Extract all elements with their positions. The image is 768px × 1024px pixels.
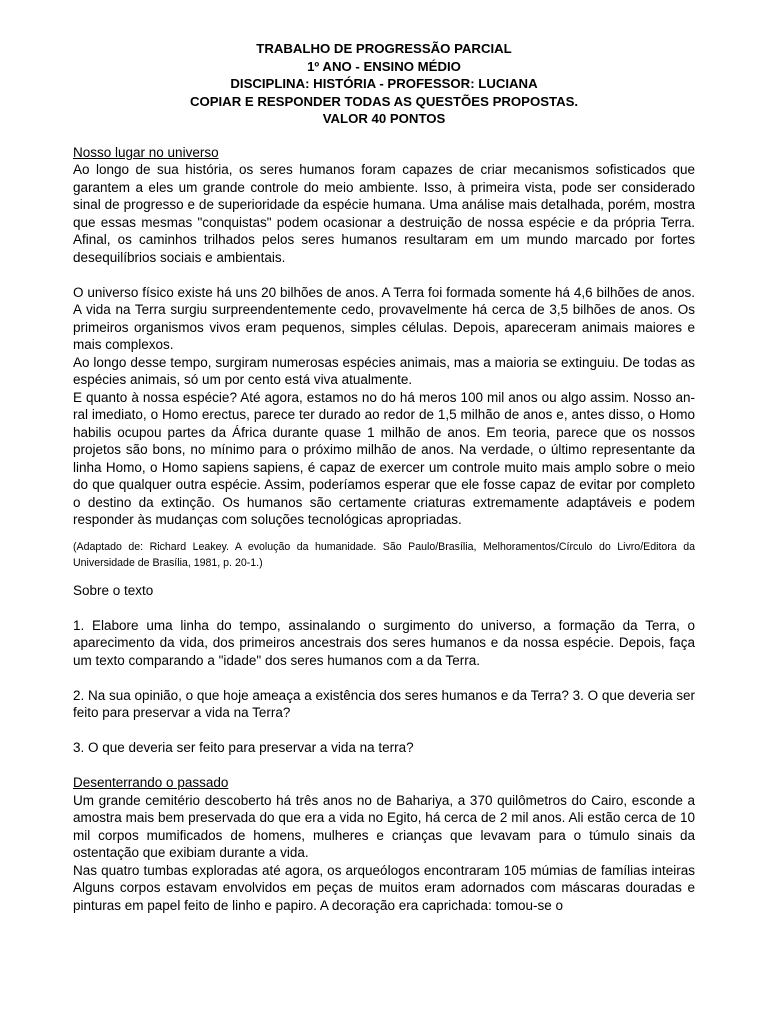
question-2: 2. Na sua opinião, o que hoje ameaça a existência dos seres humanos e da Terra? 3. O que deveria ser feito para preservar a vida na Terra? [73,687,695,721]
question-1: 1. Elabore uma linha do tempo, assinalando o surgimento do universo, a formação da Terra, o aparecimento da vida, dos primeiros ancestrais dos seres humanos e da nossa espécie. Depois, faça um texto comparando a "idade" dos seres humanos com a da Terra. [73,617,695,668]
header-line-3: DISCIPLINA: HISTÓRIA - PROFESSOR: LUCIANA [230,76,538,92]
header-line-4: COPIAR E RESPONDER TODAS AS QUESTÕES PROPOSTAS. [189,93,579,109]
header-line-1: TRABALHO DE PROGRESSÃO PARCIAL [256,41,512,56]
header-line-2: 1º ANO - ENSINO MÉDIO [307,58,461,74]
header-line-5: VALOR 40 PONTOS [322,111,446,127]
question-3: 3. O que deveria ser feito para preservar a vida na terra? [73,740,414,756]
paragraph-6: Nas quatro tumbas exploradas até agora, os arqueólogos encontraram 105 múmias de famílias inteiras Alguns corpos estavam envolvidos em peças de muitos eram adornados com máscaras douradas e pinturas em papel feito de linho e papiro. A decoração era caprichada: tomou-se o [73,862,695,913]
questions-title: Sobre o texto [73,582,154,598]
paragraph-5: Um grande cemitério descoberto há três anos no de Bahariya, a 370 quilômetros do Cairo, esconde a amostra mais bem preservada do que era a vida no Egito, há cerca de 2 mil anos. Ali estão cerca de 10 mil corpos mumificados de homens, mulheres e crianças que levavam para o túmulo sinais da ostentação que exibiam durante a vida. [73,792,695,861]
paragraph-4: E quanto à nossa espécie? Até agora, estamos no do há meros 100 mil anos ou algo assim. Nosso an- ral imediato, o Homo erectus, parece ter durado ao redor de 1,5 milhão de anos e, antes disso, o Homo habilis ocupou partes da África durante quase 1 milhão de anos. Em teoria, parece que os nossos projetos são bons, no mínimo para o próximo milhão de anos. Na verdade, o último representante da linha Homo, o Homo sapiens sapiens, é capaz de exercer um controle muito mais amplo sobre o meio do que qualquer outra espécie. Assim, poderíamos esperar que ele fosse capaz de evitar por completo o destino da extinção. Os humanos são certamente criaturas extremamente adaptáveis e podem responder às mudanças com soluções tecnológicas apropriadas. [73,389,695,528]
paragraph-2: O universo físico existe há uns 20 bilhões de anos. A Terra foi formada somente há 4,6 bilhões de anos. A vida na Terra surgiu surpreendentemente cedo, provavelmente há cerca de 3,5 bilhões de anos. Os primeiros organismos vivos eram pequenos, simples células. Depois, apareceram animais maiores e mais complexos. [73,284,695,353]
paragraph-1: Ao longo de sua história, os seres humanos foram capazes de criar mecanismos sofisticados que garantem a eles um grande controle do meio ambiente. Isso, à primeira vista, pode ser considerado sinal de progresso e de superioridade da espécie humana. Uma análise mais detalhada, porém, mostra que essas mesmas "conquistas" podem ocasionar a destruição de nossa espécie e da própria Terra. Afinal, os caminhos trilhados pelos seres humanos resultaram em um mundo marcado por fortes desequilíbrios sociais e ambientais. [73,162,695,265]
section-title-passado: Desenterrando o passado [73,775,229,791]
citation: (Adaptado de: Richard Leakey. A evolução da humanidade. São Paulo/Brasília, Melhoramentos/Círculo do Livro/Editora da Universidade de Brasília, 1981, p. 20-1.) [73,540,695,570]
document-header [73,40,695,128]
paragraph-3: Ao longo desse tempo, surgiram numerosas espécies animais, mas a maioria se extinguiu. De todas as espécies animais, só um por cento está viva atualmente. [73,354,695,388]
section-title-universo: Nosso lugar no universo [73,144,219,160]
